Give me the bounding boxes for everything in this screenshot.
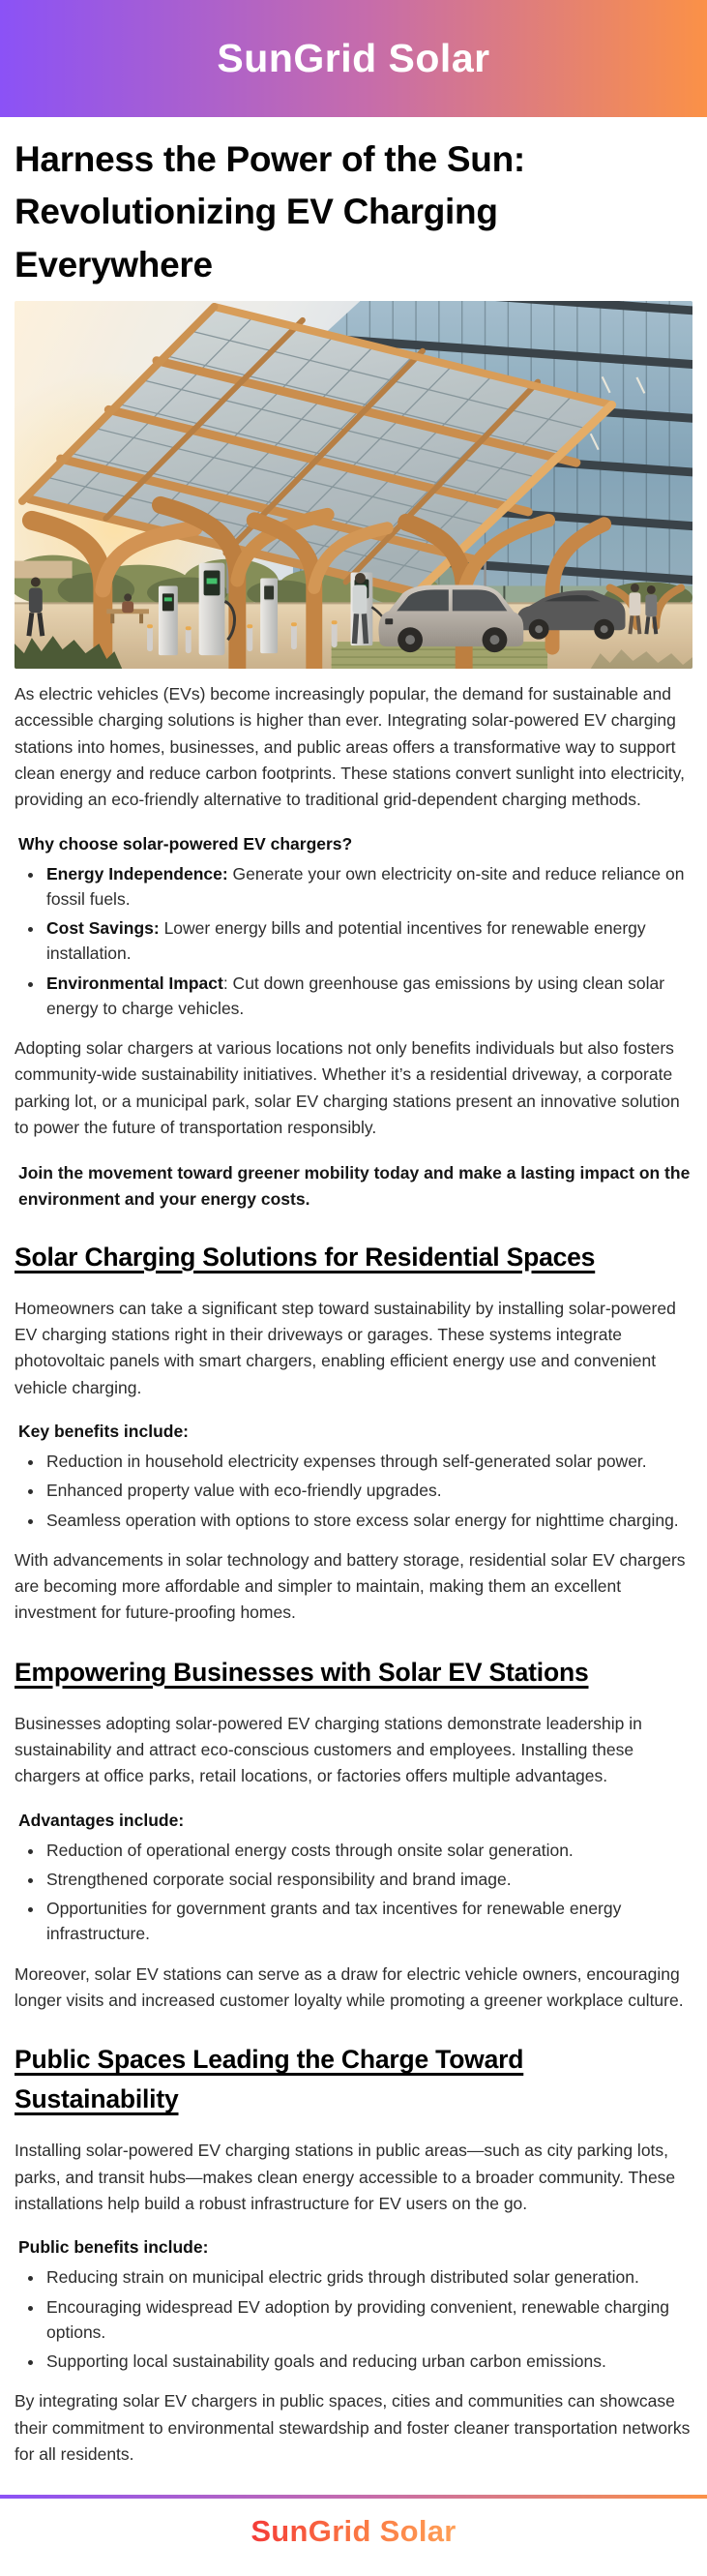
section-list-heading: Advantages include: bbox=[18, 1810, 185, 1830]
section-outro: Moreover, solar EV stations can serve as a draw for electric vehicle owners, encouraging longer visits and increased customer loyalty while promoting a greener workplace culture. bbox=[15, 1963, 684, 2010]
list-item: • Reduction in household electricity expenses through self-generated solar power. bbox=[44, 1449, 692, 1474]
section-intro: Homeowners can take a significant step toward sustainability by installing solar-powered EV charging stations right in their driveways or garages. These systems integrate photovoltaic panels with smart chargers, enabling efficient energy use and convenient vehicle charging. bbox=[15, 1298, 676, 1397]
section-list bbox=[15, 1838, 692, 1947]
bullet-lead: Environmental Impact bbox=[46, 973, 223, 993]
section-intro: Installing solar-powered EV charging stations in public areas—such as city parking lots, parks, and transit hubs—makes clean energy accessible to a broader community. These installations help build a robust infrastructure for EV users on the go. bbox=[15, 2141, 676, 2213]
list-item: • Seamless operation with options to store excess solar energy for nighttime charging. bbox=[44, 1508, 692, 1533]
section-residential bbox=[15, 1238, 692, 1627]
list-item: • Reducing strain on municipal electric grids through distributed solar generation. bbox=[44, 2264, 692, 2290]
bullet-text: Lower energy bills and potential incentives for renewable energy installation. bbox=[46, 918, 646, 964]
section-list-heading: Public benefits include: bbox=[18, 2237, 209, 2258]
section-heading: Empowering Businesses with Solar EV Stations bbox=[15, 1657, 589, 1687]
section-list bbox=[15, 1449, 692, 1533]
section-public-spaces bbox=[15, 2040, 692, 2468]
list-item: • Strengthened corporate social responsibility and brand image. bbox=[44, 1867, 692, 1892]
header-brand-wordmark: SunGrid Solar bbox=[217, 36, 490, 80]
list-item: • Opportunities for government grants and tax incentives for renewable energy infrastructure. bbox=[44, 1896, 692, 1947]
section-outro: With advancements in solar technology and battery storage, residential solar EV chargers are becoming more affordable and simpler to maintain, making them an excellent investment for future-proofing homes. bbox=[15, 1549, 686, 1623]
article-title: Harness the Power of the Sun: Revolutionizing EV Charging Everywhere bbox=[15, 139, 525, 285]
cta-paragraph: Join the movement toward greener mobility today and make a lasting impact on the environment and your energy costs. bbox=[18, 1163, 691, 1209]
section-intro: Businesses adopting solar-powered EV charging stations demonstrate leadership in sustainability and attract eco-conscious customers and employees. Installing these chargers at office parks, retail locations, or factories offers multiple advantages. bbox=[15, 1713, 642, 1786]
hero-photo-illustration bbox=[15, 301, 692, 669]
list-item: • Enhanced property value with eco-friendly upgrades. bbox=[44, 1478, 692, 1503]
footer bbox=[0, 2499, 707, 2576]
bullet-lead: Energy Independence: bbox=[46, 863, 233, 884]
list-item bbox=[44, 971, 692, 1022]
list-item: • Encouraging widespread EV adoption by providing convenient, renewable charging options. bbox=[44, 2294, 692, 2346]
article bbox=[0, 134, 707, 2468]
list-item: • Supporting local sustainability goals and reducing urban carbon emissions. bbox=[44, 2349, 692, 2374]
section-list bbox=[15, 2264, 692, 2374]
list-item bbox=[44, 861, 692, 913]
section-heading: Solar Charging Solutions for Residential Spaces bbox=[15, 1242, 596, 1272]
footer-brand-wordmark: SunGrid Solar bbox=[250, 2514, 457, 2549]
section-heading: Public Spaces Leading the Charge Toward Sustainability bbox=[15, 2045, 524, 2114]
adoption-paragraph: Adopting solar chargers at various locations not only benefits individuals but also fosters community-wide sustainability initiatives. Whether it’s a residential driveway, a corporate parking lot, or a municipal park, solar EV charging stations present an innovative solution to power the future of transportation responsibly. bbox=[15, 1038, 680, 1137]
list-item bbox=[44, 915, 692, 967]
section-outro: By integrating solar EV chargers in public spaces, cities and communities can showcase their commitment to environmental stewardship and foster cleaner transportation networks for all residents. bbox=[15, 2391, 691, 2464]
why-choose-list bbox=[15, 861, 692, 1022]
section-businesses bbox=[15, 1653, 692, 2015]
list-item: • Reduction of operational energy costs through onsite solar generation. bbox=[44, 1838, 692, 1863]
bullet-lead: Cost Savings: bbox=[46, 918, 164, 939]
hero-image bbox=[15, 301, 692, 669]
intro-paragraph: As electric vehicles (EVs) become increasingly popular, the demand for sustainable and accessible charging solutions is higher than ever. Integrating solar-powered EV charging stations into homes, businesses, and public areas offers a transformative way to support clean energy and reduce carbon footprints. These stations convert sunlight into electricity, providing an eco-friendly alternative to traditional grid-dependent charging methods. bbox=[15, 684, 685, 810]
bullet-text: : Cut down greenhouse gas emissions by using clean solar energy to charge vehicles. bbox=[46, 973, 665, 1018]
section-list-heading: Key benefits include: bbox=[18, 1422, 190, 1442]
header-banner bbox=[0, 0, 707, 117]
why-choose-heading: Why choose solar-powered EV chargers? bbox=[18, 833, 353, 854]
bullet-text: Generate your own electricity on-site and reduce reliance on fossil fuels. bbox=[46, 863, 685, 909]
